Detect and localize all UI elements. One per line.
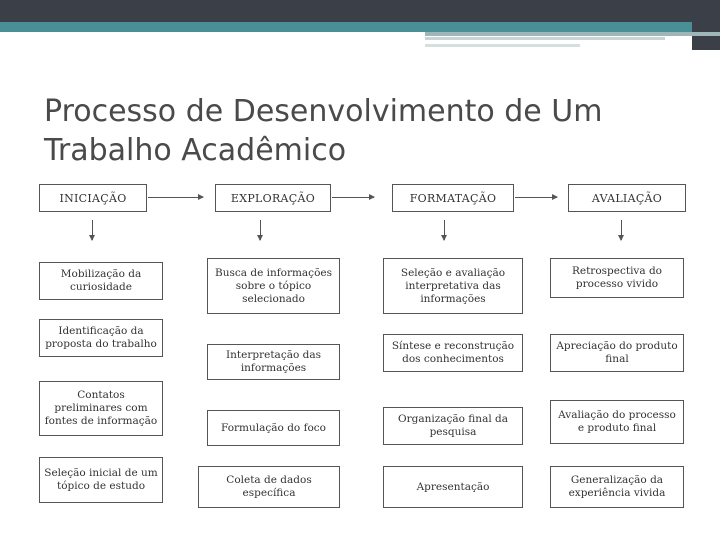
step-box: Contatos preliminares com fontes de informação [39,381,163,436]
arrow-down [444,220,445,240]
stage-header-iniciacao: INICIAÇÃO [39,184,147,212]
step-box: Busca de informações sobre o tópico selecionado [207,258,340,314]
step-box: Coleta de dados específica [198,466,340,508]
step-box: Organização final da pesquisa [383,407,523,445]
step-box: Identificação da proposta do trabalho [39,319,163,357]
step-box: Apresentação [383,466,523,508]
header-bar [0,0,720,22]
stage-header-exploracao: EXPLORAÇÃO [215,184,331,212]
decorative-line [425,44,580,47]
stage-header-formatacao: FORMATAÇÃO [392,184,514,212]
step-box: Seleção e avaliação interpretativa das informações [383,258,523,314]
arrow-right [332,197,374,198]
decorative-line [425,32,720,36]
header-accent-stripe [0,22,720,32]
step-box: Retrospectiva do processo vivido [550,258,684,298]
step-box: Avaliação do processo e produto final [550,400,684,444]
decorative-line [425,37,665,40]
arrow-down [260,220,261,240]
title-line-2: Trabalho Acadêmico [44,133,347,168]
title-line-1: Processo de Desenvolvimento de Um [44,94,603,129]
step-box: Apreciação do produto final [550,334,684,372]
step-box: Interpretação das informações [207,344,340,380]
arrow-down [92,220,93,240]
step-box: Mobilização da curiosidade [39,262,163,300]
corner-block [692,0,720,50]
arrow-right [148,197,203,198]
step-box: Síntese e reconstrução dos conhecimentos [383,334,523,372]
step-box: Generalização da experiência vivida [550,466,684,508]
arrow-down [621,220,622,240]
arrow-right [515,197,557,198]
slide-title [44,92,694,170]
step-box: Formulação do foco [207,410,340,446]
stage-header-avaliacao: AVALIAÇÃO [568,184,686,212]
step-box: Seleção inicial de um tópico de estudo [39,457,163,503]
